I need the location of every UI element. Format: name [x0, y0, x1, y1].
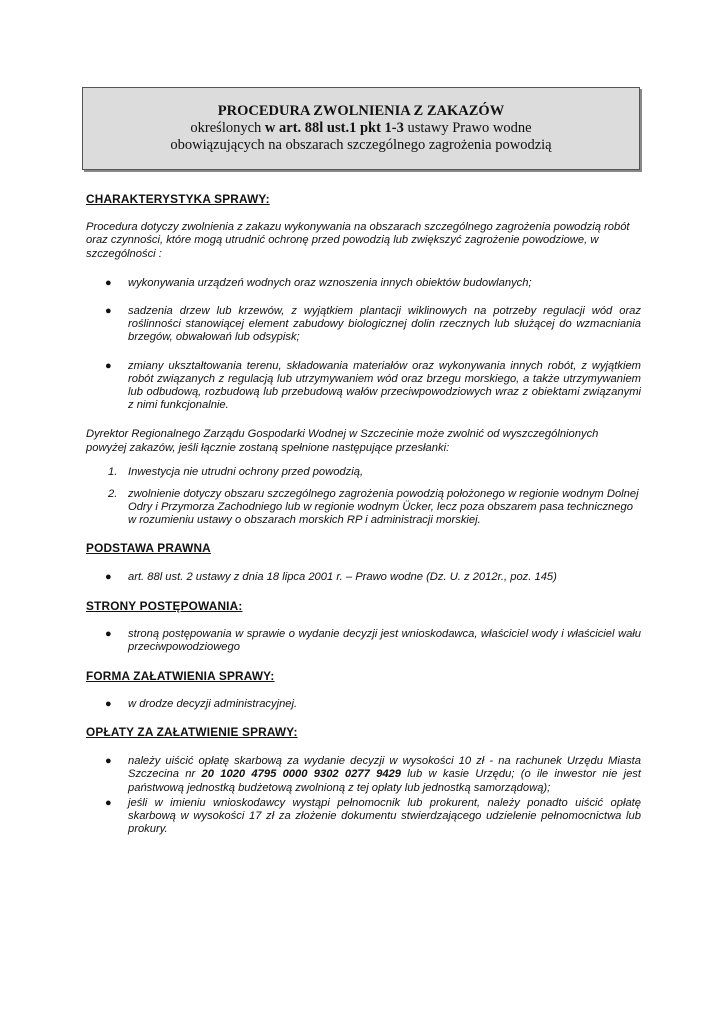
list-item: ● art. 88l ust. 2 ustawy z dnia 18 lipca 2001 r. – Prawo wodne (Dz. U. z 2012r., poz. 145): [105, 570, 557, 583]
list-item: ● wykonywania urządzeń wodnych oraz wznoszenia innych obiektów budowlanych;: [105, 276, 532, 289]
section-heading-form: FORMA ZAŁATWIENIA SPRAWY:: [86, 668, 275, 683]
subtitle-pre: określonych: [190, 120, 265, 136]
subtitle-post: ustawy Prawo wodne: [403, 120, 532, 136]
list-item: ● sadzenia drzew lub krzewów, z wyjątkiem plantacji wiklinowych na potrzeby regulacji wód oraz roślinności stanowiącej element zabudowy biologicznej dolin rzecznych lub służącej do wzmacniania brzegów, obwałowań lub odsypisk;: [105, 305, 641, 344]
fees-list: [86, 755, 641, 836]
list-item: ● zmiany ukształtowania terenu, składowania materiałów oraz wykonywania innych robót, z wyjątkiem robót związanych z regulacją lub utrzymywaniem wód oraz brzegu morskiego, a także utrzymywaniem lub odbudową, rozbudową lub przebudową wałów przeciwpowodziowych wraz z obiektami związanymi z nimi funkcjonalnie.: [105, 359, 641, 412]
bullet-icon: ●: [105, 755, 112, 768]
director-text: Dyrektor Regionalnego Zarządu Gospodarki Wodnej w Szczecinie może zwolnić od wyszczególnionych powyżej zakazów, jeśli łącznie zostaną spełnione następujące przesłanki:: [86, 428, 599, 454]
bullet-icon: ●: [105, 796, 112, 809]
bullet-icon: ●: [105, 359, 112, 372]
list-item: 2. zwolnienie dotyczy obszaru szczególnego zagrożenia powodzią położonego w regionie wodnym Dolnej Odry i Przymorza Zachodniego lub w regionie wodnym Ücker, lecz poza obszarem pasa technicznego w rozumieniu ustawy o obszarach morskich RP i administracji morskiej.: [108, 488, 639, 527]
characteristics-list: [86, 277, 641, 413]
document-subtitle: [83, 120, 639, 137]
bullet-icon: ●: [105, 276, 112, 289]
section-heading-legal-basis: PODSTAWA PRAWNA: [86, 540, 211, 555]
characteristics-intro: Procedura dotyczy zwolnienia z zakazu wykonywania na obszarach szczególnego zagrożenia powodzią robót oraz czynności, które mogą utrudnić ochronę przed powodzią lub zwiększyć zagrożenie powodziowe, w szczególności :: [86, 221, 630, 260]
document-body: [86, 193, 641, 837]
subtitle-article: w art. 88l ust.1 pkt 1-3: [264, 120, 404, 136]
list-item: ● jeśli w imieniu wnioskodawcy wystąpi pełnomocnik lub prokurent, należy ponadto uiścić opłatę skarbową w wysokości 17 zł za złożenie dokumentu stwierdzającego udzielenie pełnomocnictwa lub prokury.: [105, 796, 641, 836]
section-heading-parties: STRONY POSTĘPOWANIA:: [86, 599, 243, 614]
section-heading-characteristics: CHARAKTERYSTYKA SPRAWY:: [86, 192, 270, 206]
title-box: [82, 87, 640, 170]
bullet-icon: ●: [105, 628, 112, 641]
section-heading-fees: OPŁATY ZA ZAŁATWIENIE SPRAWY:: [86, 725, 298, 740]
form-list: [86, 698, 641, 711]
bullet-icon: ●: [105, 305, 112, 318]
bullet-icon: ●: [105, 570, 112, 583]
legal-basis-list: [86, 571, 641, 584]
bullet-icon: ●: [105, 697, 112, 710]
list-item: ● należy uiścić opłatę skarbową za wydanie decyzji w wysokości 10 zł - na rachunek Urzędu Miasta Szczecina nr 20 1020 4795 0000 9302 0277 9429 lub w kasie Urzędu; (o ile inwestor nie jest państwową jednostką budżetową zwolnioną z tej opłaty lub jednostką samorządową);: [105, 755, 641, 794]
list-item: ● w drodze decyzji administracyjnej.: [105, 697, 298, 710]
parties-list: [86, 628, 641, 654]
list-item: 1. Inwestycja nie utrudni ochrony przed powodzią,: [108, 465, 364, 478]
document-subtitle-2: obowiązujących na obszarach szczególnego zagrożenia powodzią: [170, 137, 552, 153]
bank-account-number: 20 1020 4795 0000 9302 0277 9429: [201, 768, 401, 781]
document-title: PROCEDURA ZWOLNIENIA Z ZAKAZÓW: [217, 103, 505, 119]
list-item: ● stroną postępowania w sprawie o wydanie decyzji jest wnioskodawca, właściciel wody i właściciel wału przeciwpowodziowego: [105, 628, 641, 654]
conditions-list: [86, 466, 641, 528]
